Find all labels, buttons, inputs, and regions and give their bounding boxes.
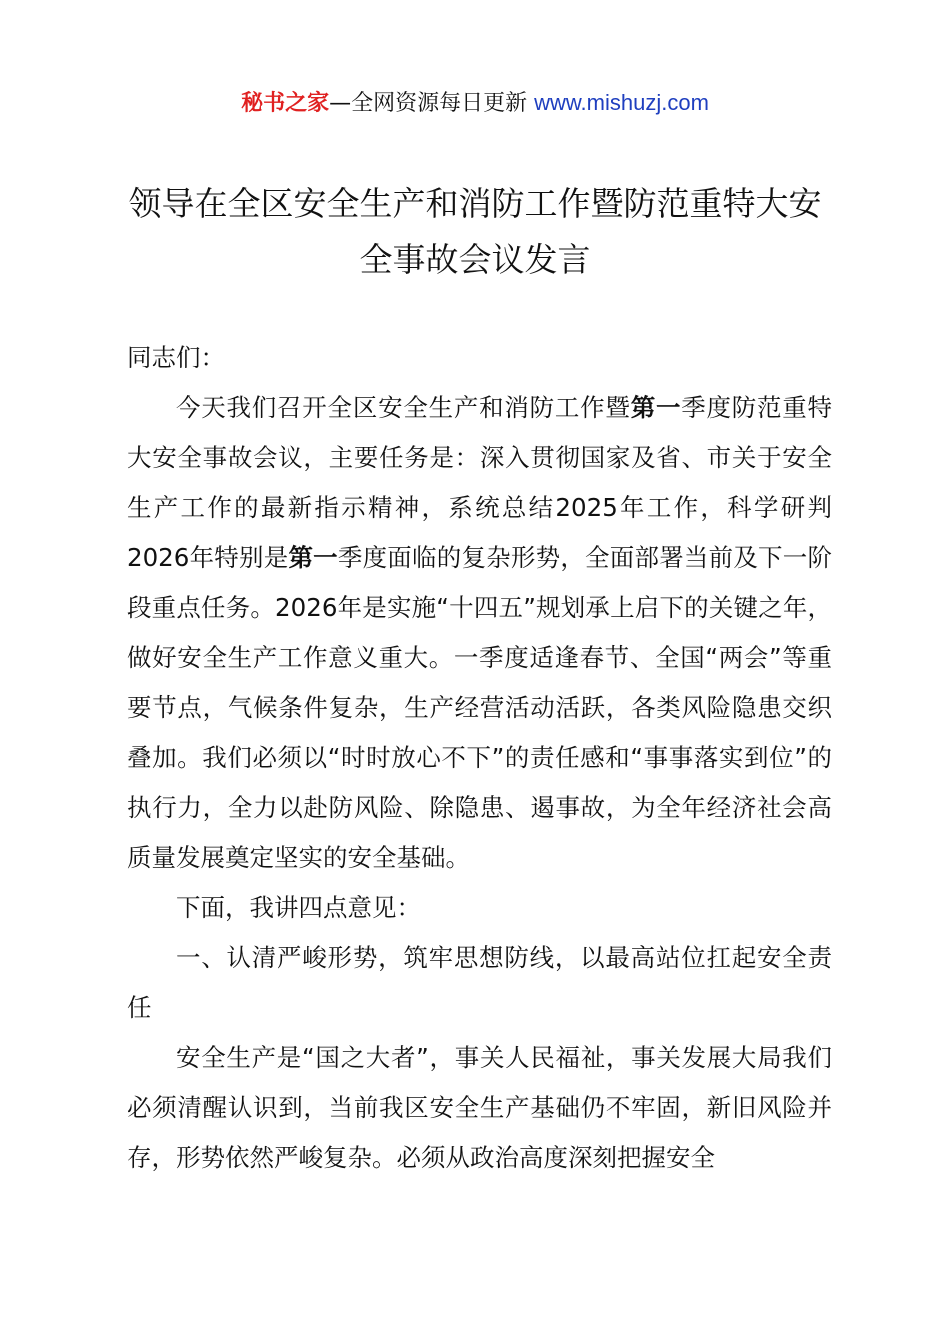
paragraph-intro <box>127 383 832 883</box>
paragraph-section-1: 安全生产是“国之大者”，事关人民福祉，事关发展大局我们必须清醒认识到，当前我区安全生产基础仍不牢固，新旧风险并存，形势依然严峻复杂。必须从政治高度深刻把握安全 <box>127 1043 832 1172</box>
paragraph-intro-part1: 今天我们召开全区安全生产和消防工作暨 <box>176 393 631 422</box>
site-tagline: —全网资源每日更新 <box>329 91 528 116</box>
document-body <box>127 333 832 1183</box>
emphasis-first: 第一 <box>630 393 682 422</box>
section-heading-1: 一、认清严峻形势，筑牢思想防线，以最高站位扛起安全责任 <box>127 943 832 1022</box>
document-title: 领导在全区安全生产和消防工作暨防范重特大安全事故会议发言 <box>128 184 822 279</box>
paragraph-intro-part3: 季度面临的复杂形势，全面部署当前及下一阶段重点任务。2026年是实施“十四五”规划承上启下的关键之年，做好安全生产工作意义重大。一季度适逢春节、全国“两会”等重要节点，气候条件复杂，生产经营活动活跃，各类风险隐患交织叠加。我们必须以“时时放心不下”的责任感和“事事落实到位”的执行力，全力以赴防风险、除隐患、遏事故，为全年经济社会高质量发展奠定坚实的安全基础。 <box>127 543 832 872</box>
salutation: 同志们： <box>127 343 225 372</box>
paragraph-intro-part2: 季度防范重特大安全事故会议，主要任务是：深入贯彻国家及省、市关于安全生产工作的最新指示精神，系统总结2025年工作，科学研判2026年特别是 <box>127 393 833 572</box>
site-brand: 秘书之家 <box>241 91 330 116</box>
emphasis-first-2: 第一 <box>288 543 338 572</box>
paragraph-outline: 下面，我讲四点意见： <box>176 893 421 922</box>
site-url-link[interactable]: www.mishuzj.com <box>534 90 709 115</box>
site-header <box>0 86 950 121</box>
